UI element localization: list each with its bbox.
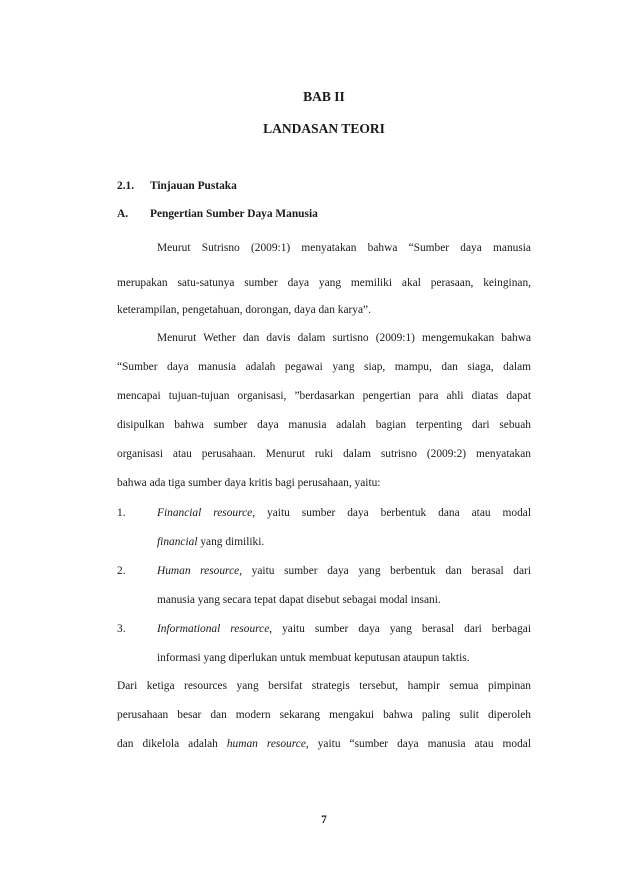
para1-line-1: Meurut Sutrisno (2009:1) menyatakan bahwa “Sumber daya manusia	[157, 242, 531, 254]
para3-line-3-post: , yaitu “sumber daya manusia atau modal	[305, 738, 532, 750]
para2-line-1: Menurut Wether dan davis dalam surtisno (2009:1) mengemukakan bahwa	[157, 332, 531, 344]
subsection-title: Pengertian Sumber Daya Manusia	[150, 208, 318, 220]
para2-line-5: organisasi atau perusahaan. Menurut ruki dalam sutrisno (2009:2) menyatakan	[117, 448, 531, 460]
list-item-2-number: 2.	[117, 565, 126, 577]
para3-line-2: perusahaan besar dan modern sekarang mengakui bahwa paling sulit diperoleh	[117, 709, 531, 721]
list-item-3-text: , yaitu sumber daya yang berasal dari berbagai	[269, 623, 532, 635]
list-item-1-cont-text: yang dimiliki.	[197, 536, 265, 548]
list-item-3-line-2: informasi yang diperlukan untuk membuat keputusan ataupun taktis.	[157, 652, 470, 664]
list-item-3-number: 3.	[117, 623, 126, 635]
list-item-1-cont-italic: financial	[157, 536, 198, 548]
para2-line-2: “Sumber daya manusia adalah pegawai yang siap, mampu, dan siaga, dalam	[117, 361, 531, 373]
para1-line-3: keterampilan, pengetahuan, dorongan, daya dan karya”.	[117, 304, 371, 316]
para2-line-6: bahwa ada tiga sumber daya kritis bagi perusahaan, yaitu:	[117, 477, 381, 489]
para1-line-2: merupakan satu-satunya sumber daya yang memiliki akal perasaan, keinginan,	[117, 277, 531, 289]
section-title: Tinjauan Pustaka	[150, 180, 237, 192]
subsection-letter: A.	[117, 208, 129, 220]
para2-line-3: mencapai tujuan-tujuan organisasi, ”berdasarkan pengertian para ahli diatas dapat	[117, 390, 531, 402]
para3-line-3	[117, 737, 531, 751]
chapter-label: BAB II	[303, 89, 345, 104]
list-item-3-term: Informational resource	[157, 623, 270, 635]
list-item-2-text: , yaitu sumber daya yang berbentuk dan berasal dari	[239, 565, 531, 577]
list-item-2-line-2: manusia yang secara tepat dapat disebut sebagai modal insani.	[157, 594, 441, 606]
para2-line-4: disipulkan bahwa sumber daya manusia adalah bagian terpenting dari sebuah	[117, 419, 531, 431]
list-item-2-line-1	[157, 564, 531, 578]
list-item-1-number: 1.	[117, 507, 126, 519]
list-item-2-term: Human resource	[157, 565, 240, 577]
list-item-3-line-1	[157, 622, 531, 636]
chapter-title: LANDASAN TEORI	[263, 121, 385, 136]
list-item-1-term: Financial resource	[157, 507, 253, 519]
list-item-1-line-1	[157, 506, 531, 520]
para3-line-3-pre: dan dikelola adalah	[117, 738, 227, 750]
para3-line-1: Dari ketiga resources yang bersifat strategis tersebut, hampir semua pimpinan	[117, 680, 531, 692]
list-item-1-line-2	[157, 535, 264, 549]
para3-line-3-italic: human resource	[226, 738, 306, 750]
page-number: 7	[321, 814, 327, 826]
section-number: 2.1.	[117, 180, 135, 192]
list-item-1-text: , yaitu sumber daya berbentuk dana atau modal	[252, 507, 531, 519]
